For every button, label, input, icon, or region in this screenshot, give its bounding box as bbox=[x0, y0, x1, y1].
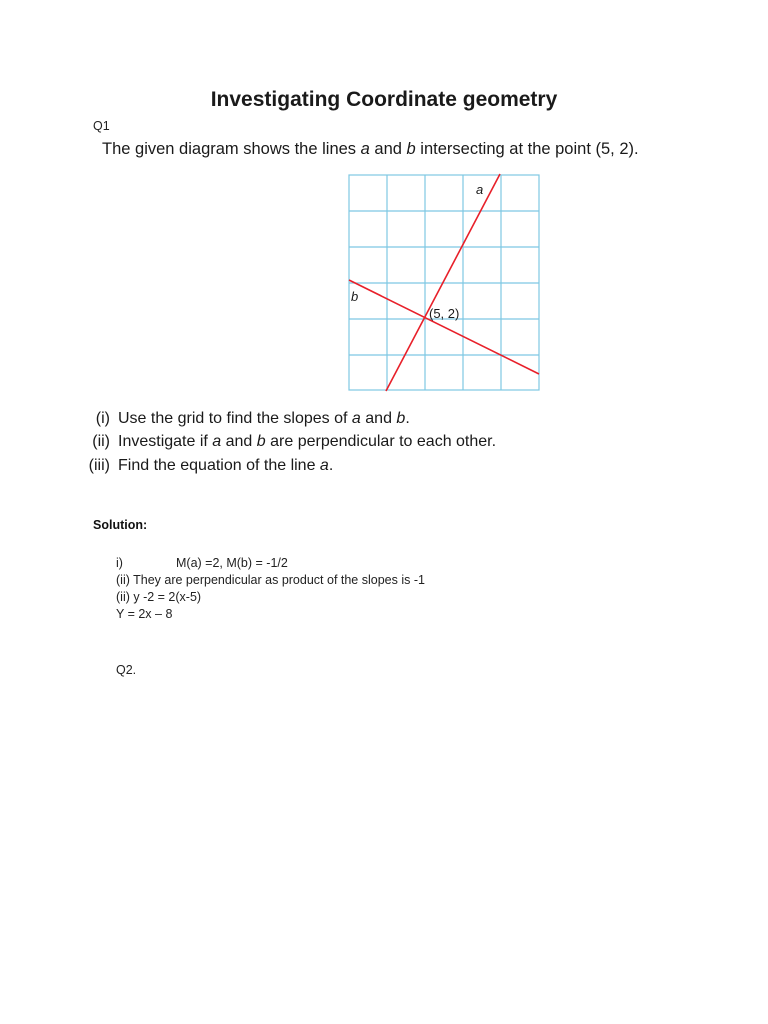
solution-line-2: (ii) They are perpendicular as product of the slopes is -1 bbox=[116, 573, 425, 587]
solution-label: Solution: bbox=[93, 518, 148, 532]
label-a: a bbox=[476, 182, 484, 197]
line-b bbox=[349, 280, 539, 374]
prompt-text-start: The given diagram shows the lines bbox=[102, 140, 361, 158]
part-var-a: a bbox=[351, 410, 361, 427]
part-var-b: b bbox=[256, 433, 266, 450]
part-text: and bbox=[221, 433, 257, 450]
label-b: b bbox=[351, 289, 359, 304]
solution-line-1-text: M(a) =2, M(b) = -1/2 bbox=[176, 556, 288, 570]
grid-svg bbox=[343, 170, 548, 398]
part-number: (ii) bbox=[92, 433, 110, 450]
prompt-var-b: b bbox=[406, 140, 416, 158]
solution-line-1-number: i) bbox=[116, 556, 123, 570]
page-title: Investigating Coordinate geometry bbox=[210, 88, 558, 111]
solution-line-1 bbox=[116, 556, 288, 570]
part-ii bbox=[70, 433, 496, 451]
part-text: Investigate if bbox=[118, 433, 213, 450]
solution-line-3: (ii) y -2 = 2(x-5) bbox=[116, 590, 202, 604]
part-text: . bbox=[328, 457, 334, 474]
intersection-label: (5, 2) bbox=[429, 306, 460, 321]
part-i bbox=[70, 410, 410, 428]
part-text: are perpendicular to each other. bbox=[265, 433, 497, 450]
part-text: . bbox=[405, 410, 410, 427]
solution-line-4: Y = 2x – 8 bbox=[116, 607, 173, 621]
part-var-a: a bbox=[319, 457, 329, 474]
prompt-text-end: intersecting at the point (5, 2). bbox=[415, 140, 639, 158]
part-iii bbox=[70, 457, 333, 475]
question-1-prompt bbox=[102, 140, 639, 159]
grid-lines bbox=[349, 175, 539, 390]
part-text: and bbox=[360, 410, 397, 427]
part-var-a: a bbox=[212, 433, 222, 450]
part-text: Find the equation of the line bbox=[118, 457, 320, 474]
prompt-text-and: and bbox=[369, 140, 407, 158]
coordinate-grid-diagram bbox=[343, 170, 548, 398]
part-var-b: b bbox=[396, 410, 406, 427]
prompt-var-a: a bbox=[360, 140, 370, 158]
part-text: Use the grid to find the slopes of bbox=[118, 410, 352, 427]
question-2-label: Q2. bbox=[116, 663, 137, 677]
question-1-label: Q1 bbox=[93, 119, 110, 133]
part-number: (iii) bbox=[88, 457, 110, 474]
part-number: (i) bbox=[95, 410, 110, 427]
